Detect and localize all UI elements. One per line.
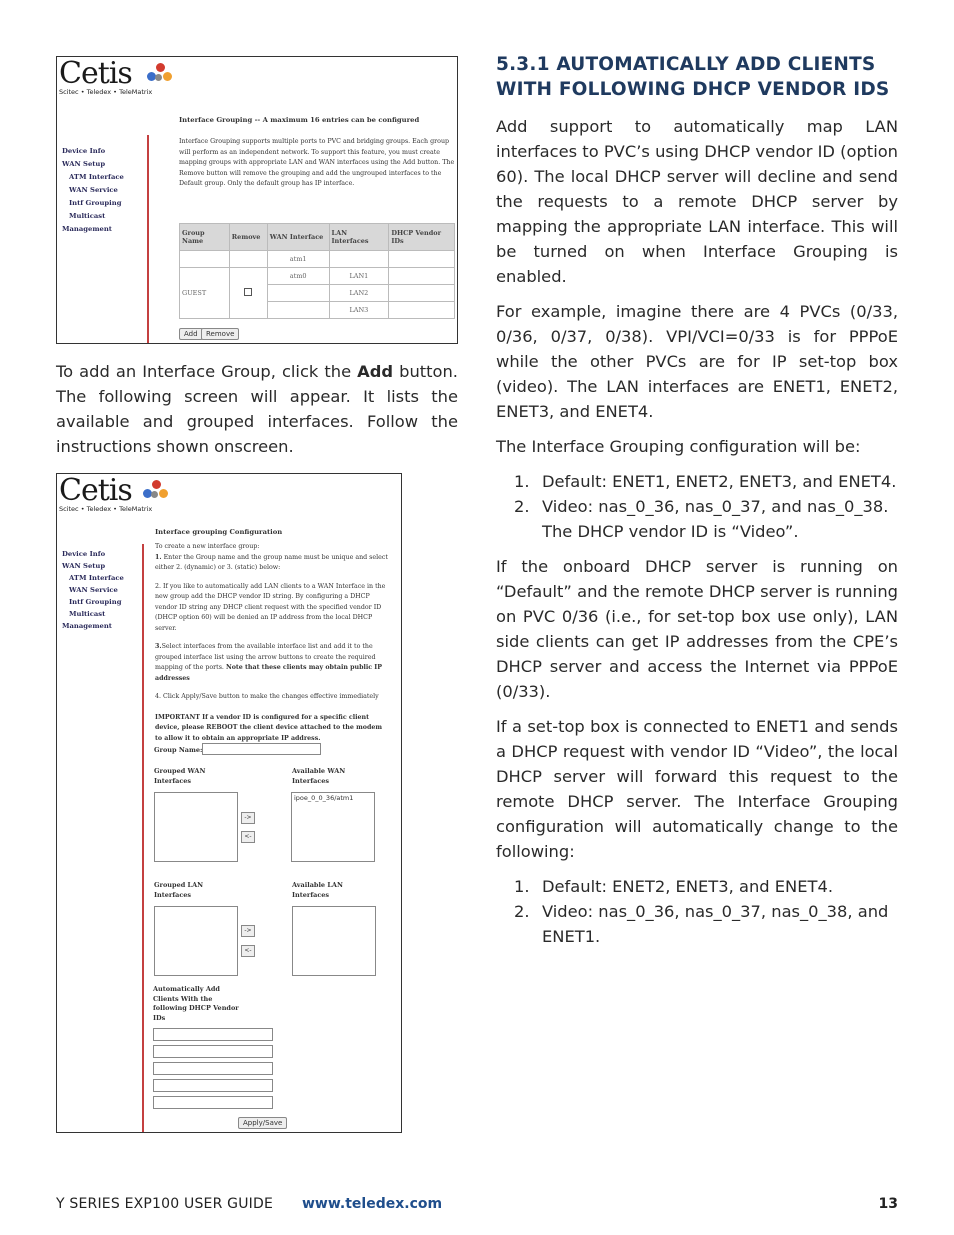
interface-grouping-screenshot xyxy=(56,56,458,344)
table-row xyxy=(180,268,455,285)
col-wan-interface: WAN Interface xyxy=(267,224,329,251)
page-title: Interface grouping Configuration xyxy=(155,528,283,536)
vendor-id-input-4[interactable] xyxy=(153,1079,273,1092)
col-lan-interfaces: LAN Interfaces xyxy=(329,224,389,251)
wan-cell: atm1 xyxy=(267,251,329,268)
grouped-lan-label: Grouped LAN Interfaces xyxy=(154,881,204,899)
sidebar xyxy=(57,544,144,1132)
instructions-text-start: To add an Interface Group, click the xyxy=(56,362,358,381)
grouping-description: Interface Grouping supports multiple ports to PVC and bridging groups. Each group will perform as an independent network. To support this feature, you must create mapping groups with appropriate LAN and WAN interfaces using the Add button. The Remove button will remove the grouping and add the ungrouped interfaces to the Default group. Only the default group has IP interface. xyxy=(179,138,455,187)
paragraph-config-intro: The Interface Grouping configuration will be: xyxy=(496,437,861,456)
vendor-id-input-5[interactable] xyxy=(153,1096,273,1109)
logo-subtitle: Scitec • Teledex • TeleMatrix xyxy=(59,88,153,96)
step-3: 3.Select interfaces from the available interface list and add it to the grouped interface list using the arrow buttons to create the required mapping of the ports. Note that these clients may obtain public IP addresses xyxy=(155,643,382,682)
lan-cell: LAN2 xyxy=(329,285,389,302)
lan-cell: LAN1 xyxy=(329,268,389,285)
page-title: Interface Grouping -- A maximum 16 entries can be configured xyxy=(179,116,420,124)
section-heading: 5.3.1 AUTOMATICALLY ADD CLIENTS WITH FOLLOWING DHCP VENDOR IDS xyxy=(496,54,890,100)
nav-atm-interface[interactable]: ATM Interface xyxy=(69,574,124,582)
logo-dots-icon xyxy=(147,63,173,83)
available-wan-list[interactable] xyxy=(291,792,375,862)
vendor-id-input-3[interactable] xyxy=(153,1062,273,1075)
lan-cell: LAN3 xyxy=(329,302,389,319)
add-group-instructions xyxy=(56,359,458,459)
cetis-logo xyxy=(59,56,153,96)
add-keyword: Add xyxy=(357,362,394,381)
add-button[interactable]: Add xyxy=(179,328,203,340)
nav-device-info[interactable]: Device Info xyxy=(62,550,106,558)
step-2: 2. If you like to automatically add LAN clients to a WAN Interface in the new group add the DHCP vendor ID string. By configuring a DHCP vendor ID string any DHCP client request with the specified vendor ID (DHCP option 60) will be denied an IP address from the local DHCP server. xyxy=(155,582,386,632)
nav-wan-setup[interactable]: WAN Setup xyxy=(62,160,106,168)
available-lan-list[interactable] xyxy=(292,906,376,976)
step-4: 4. Click Apply/Save button to make the changes effective immediately xyxy=(155,693,379,700)
logo-dots-icon xyxy=(143,480,169,500)
paragraph-vendor-id-support: Add support to automatically map LAN interfaces to PVC’s using DHCP vendor ID (option 60). The local DHCP server will decline and send the requests to a remote DHCP server by mapping the appropriate LAN interface. This will be turned on when Interface Grouping is enabled. xyxy=(496,117,898,286)
nav-wan-setup[interactable]: WAN Setup xyxy=(62,562,106,570)
remove-wan-arrow-button[interactable]: <- xyxy=(241,831,255,843)
important-note: IMPORTANT If a vendor ID is configured for a specific client device, please REBOOT the client device attached to the modem to allow it to obtain an appropriate IP address. xyxy=(155,713,383,742)
list-item: 2. Video: nas_0_36, nas_0_37, nas_0_38, and ENET1. xyxy=(514,902,889,946)
grouped-wan-list[interactable] xyxy=(154,792,238,862)
instructions-text-end: button. The following screen will appear. It lists the available and grouped interfaces. Follow the instructions shown onscreen. xyxy=(56,362,458,456)
col-group-name: Group Name xyxy=(180,224,230,251)
logo-subtitle: Scitec • Teledex • TeleMatrix xyxy=(59,505,153,513)
page-number: 13 xyxy=(878,1196,898,1212)
available-wan-option[interactable]: ipoe_0_0_36/atm1 xyxy=(294,794,354,802)
remove-button[interactable]: Remove xyxy=(201,328,239,340)
group-name-cell: GUEST xyxy=(180,268,230,319)
add-lan-arrow-button[interactable]: -> xyxy=(241,925,255,937)
config-instructions xyxy=(155,542,391,744)
interface-grouping-config-screenshot xyxy=(56,473,402,1133)
cetis-logo xyxy=(59,473,153,513)
col-remove: Remove xyxy=(229,224,267,251)
list-item: 1. Default: ENET2, ENET3, and ENET4. xyxy=(514,877,834,896)
right-column xyxy=(496,52,898,959)
nav-multicast[interactable]: Multicast xyxy=(69,212,106,220)
add-wan-arrow-button[interactable]: -> xyxy=(241,812,255,824)
remove-checkbox[interactable] xyxy=(244,288,252,296)
vendor-id-input-1[interactable] xyxy=(153,1028,273,1041)
wan-cell: atm0 xyxy=(267,268,329,285)
grouped-wan-label: Grouped WAN Interfaces xyxy=(154,767,206,785)
grouping-table xyxy=(179,223,455,319)
paragraph-onboard-dhcp: If the onboard DHCP server is running on “Default” and the remote DHCP server is running on PVC 0/36 (i.e., for set-top box use only), LAN side clients can get IP addresses from the CPE’s DHCP server and access the Internet via PPPoE (0/33). xyxy=(496,557,898,701)
group-name-input[interactable] xyxy=(202,743,321,755)
intro-text: To create a new interface group: xyxy=(155,543,260,550)
apply-save-button[interactable]: Apply/Save xyxy=(238,1117,287,1129)
step-1: 1. Enter the Group name and the group name must be unique and select either 2. (dynamic) or 3. (static) below: xyxy=(155,553,388,571)
paragraph-set-top-box: If a set-top box is connected to ENET1 and sends a DHCP request with vendor ID “Video”, the local DHCP server will forward this request to the remote DHCP server. The Interface Grouping configuration will automatically change to the following: xyxy=(496,717,898,861)
footer-website-link[interactable]: www.teledex.com xyxy=(302,1196,443,1212)
group-name-label: Group Name: xyxy=(154,746,203,754)
list-item: 1. Default: ENET1, ENET2, ENET3, and ENET4. xyxy=(514,472,897,491)
nav-intf-grouping[interactable]: Intf Grouping xyxy=(69,199,122,207)
nav-wan-service[interactable]: WAN Service xyxy=(69,186,118,194)
logo-wordmark: Cetis xyxy=(59,473,132,508)
remove-lan-arrow-button[interactable]: <- xyxy=(241,945,255,957)
table-row xyxy=(180,251,455,268)
config-list-updated xyxy=(496,874,898,949)
sidebar xyxy=(57,135,149,343)
grouped-lan-list[interactable] xyxy=(154,906,238,976)
paragraph-example: For example, imagine there are 4 PVCs (0/33, 0/36, 0/37, 0/38). VPI/VCI=0/33 is for PPPoE while the other PVCs are for IP set-top box (video). The LAN interfaces are ENET1, ENET2, ENET3, and ENET4. xyxy=(496,302,898,421)
available-lan-label: Available LAN Interfaces xyxy=(292,881,343,899)
list-item: 2. Video: nas_0_36, nas_0_37, and nas_0_38. The DHCP vendor ID is “Video”. xyxy=(514,497,889,541)
footer-guide-title: Y SERIES EXP100 USER GUIDE xyxy=(56,1196,274,1212)
nav-management[interactable]: Management xyxy=(62,225,112,233)
auto-add-label: Automatically Add Clients With the following DHCP Vendor IDs xyxy=(153,985,239,1022)
config-list-initial xyxy=(496,469,898,544)
nav-multicast[interactable]: Multicast xyxy=(69,610,106,618)
nav-management[interactable]: Management xyxy=(62,622,112,630)
nav-intf-grouping[interactable]: Intf Grouping xyxy=(69,598,122,606)
logo-wordmark: Cetis xyxy=(59,56,132,91)
vendor-id-input-2[interactable] xyxy=(153,1045,273,1058)
nav-device-info[interactable]: Device Info xyxy=(62,147,106,155)
available-wan-label: Available WAN Interfaces xyxy=(292,767,346,785)
nav-atm-interface[interactable]: ATM Interface xyxy=(69,173,124,181)
nav-wan-service[interactable]: WAN Service xyxy=(69,586,118,594)
col-dhcp-vendor-ids: DHCP Vendor IDs xyxy=(389,224,455,251)
